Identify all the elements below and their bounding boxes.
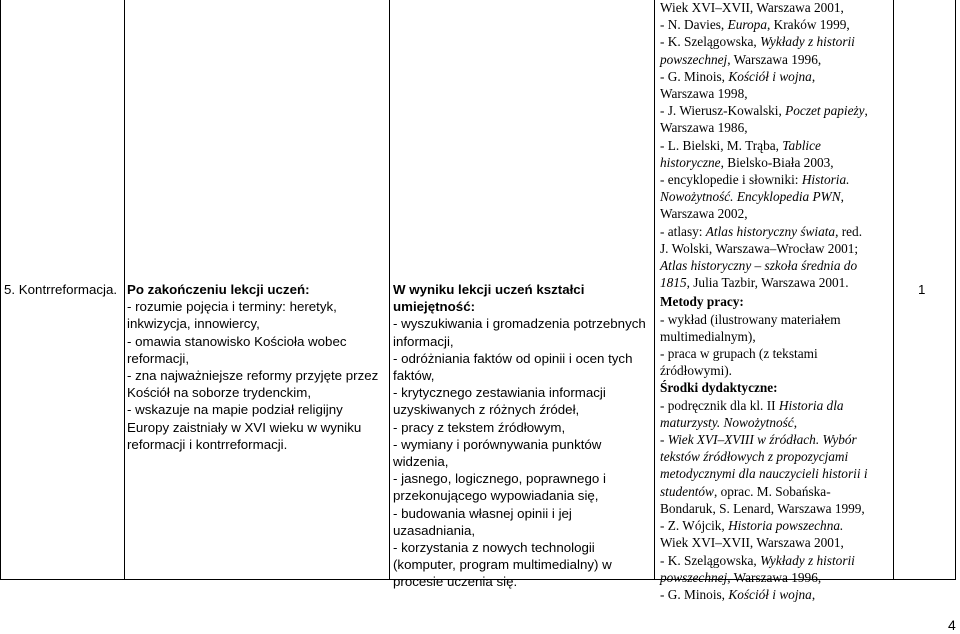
outcome-line: Europy zaistniały w XVI wieku w wyniku — [127, 419, 362, 435]
skill-line: widzenia, — [393, 454, 449, 470]
method-line: multimedialnym), — [660, 328, 756, 344]
bibliography-top — [660, 0, 890, 291]
lesson-number: 5. — [4, 282, 16, 297]
bibliography-line: - J. Wierusz-Kowalski, Poczet papieży, — [660, 103, 868, 119]
aid-line: - Wiek XVI–XVIII w źródłach. Wybór — [660, 432, 857, 448]
column-divider-1 — [124, 0, 125, 580]
outcome-line: - zna najważniejsze reformy przyjęte przez — [127, 368, 379, 384]
bibliography-line: Atlas historyczny – szkoła średnia do — [660, 258, 858, 274]
bibliography-line: Nowożytność. Encyklopedia PWN, — [660, 189, 844, 205]
aid-line: powszechnej, Warszawa 1996, — [660, 569, 822, 585]
skill-line: - pracy z tekstem źródłowym, — [393, 419, 566, 435]
method-line: źródłowymi). — [660, 363, 733, 379]
table-border-left — [0, 0, 1, 580]
outcome-line: reformacji, — [127, 350, 190, 366]
bibliography-line: - atlasy: Atlas historyczny świata, red. — [660, 223, 863, 239]
learning-outcomes-cell — [127, 281, 385, 453]
column-divider-2 — [389, 0, 390, 580]
skill-line: faktów, — [393, 368, 435, 384]
skill-line: - wymiany i porównywania punktów — [393, 436, 602, 452]
skill-line: - korzystania z nowych technologii — [393, 540, 595, 556]
outcome-line: inkwizycja, innowiercy, — [127, 316, 260, 332]
resources-cell — [660, 0, 890, 603]
aid-line: - Z. Wójcik, Historia powszechna. — [660, 518, 844, 534]
column-divider-4 — [893, 0, 894, 580]
skill-line: (komputer, program multimedialny) w — [393, 557, 612, 573]
bibliography-line: Warszawa 2002, — [660, 206, 748, 222]
outcome-line: - wskazuje na mapie podział religijny — [127, 402, 343, 418]
bibliography-line: Warszawa 1998, — [660, 86, 748, 102]
lesson-title-cell — [4, 281, 117, 298]
methods-section — [660, 293, 890, 379]
skill-line: - odróżniania faktów od opinii i ocen tych — [393, 350, 633, 366]
skill-line: uzasadniania, — [393, 522, 476, 538]
aids-heading: Środki dydaktyczne: — [660, 380, 778, 396]
aid-line: metodycznymi dla nauczycieli historii i — [660, 466, 868, 482]
aid-line: studentów, oprac. M. Sobańska- — [660, 483, 831, 499]
outcome-line: reformacji i kontrreformacji. — [127, 436, 288, 452]
bibliography-line: - G. Minois, Kościół i wojna, — [660, 68, 816, 84]
bibliography-line: powszechnej, Warszawa 1996, — [660, 51, 822, 67]
skill-line: informacji, — [393, 333, 454, 349]
outcome-line: - omawia stanowisko Kościoła wobec — [127, 333, 347, 349]
aid-line: Wiek XVI–XVII, Warszawa 2001, — [660, 535, 844, 551]
skill-line: przekonującego wypowiadania się, — [393, 488, 599, 504]
skill-line: - budowania własnej opinii i jej — [393, 505, 572, 521]
bibliography-line: 1815, Julia Tazbir, Warszawa 2001. — [660, 275, 849, 291]
skill-line: uzyskiwanych z różnych źródeł, — [393, 402, 580, 418]
aids-section — [660, 379, 890, 603]
skill-line: - krytycznego zestawiania informacji — [393, 385, 606, 401]
outcome-line: - rozumie pojęcia i terminy: heretyk, — [127, 299, 337, 315]
outcomes-heading: Po zakończeniu lekcji uczeń: — [127, 282, 310, 297]
hours-cell — [918, 281, 925, 298]
methods-heading: Metody pracy: — [660, 294, 744, 310]
bibliography-line: Warszawa 1986, — [660, 120, 748, 136]
bibliography-line: Wiek XVI–XVII, Warszawa 2001, — [660, 0, 844, 15]
bibliography-line: - N. Davies, Europa, Kraków 1999, — [660, 17, 850, 33]
table-border-right — [955, 0, 956, 580]
bibliography-line: - K. Szelągowska, Wykłady z historii — [660, 34, 855, 50]
aid-line: - G. Minois, Kościół i wojna, — [660, 586, 816, 602]
skill-line: - jasnego, logicznego, poprawnego i — [393, 471, 606, 487]
bibliography-line: - L. Bielski, M. Trąba, Tablice — [660, 137, 821, 153]
skills-heading: W wyniku lekcji uczeń kształci — [393, 282, 585, 297]
skill-line: procesie uczenia się. — [393, 574, 518, 590]
bibliography-line: historyczne, Bielsko-Biała 2003, — [660, 154, 834, 170]
skills-subheading: umiejętność: — [393, 299, 476, 315]
lesson-title: Kontrreformacja. — [18, 282, 118, 297]
aid-line: tekstów źródłowych z propozycjami — [660, 449, 849, 465]
aid-line: - K. Szelągowska, Wykłady z historii — [660, 552, 855, 568]
column-divider-3 — [654, 0, 655, 580]
page-number: 4 — [948, 617, 956, 633]
bibliography-line: J. Wolski, Warszawa–Wrocław 2001; — [660, 240, 859, 256]
method-line: - wykład (ilustrowany materiałem — [660, 311, 841, 327]
skills-cell — [393, 281, 651, 591]
outcome-line: Kościół na soborze trydenckim, — [127, 385, 312, 401]
aid-line: Bondaruk, S. Lenard, Warszawa 1999, — [660, 500, 865, 516]
skill-line: - wyszukiwania i gromadzenia potrzebnych — [393, 316, 646, 332]
aid-line: maturzysty. Nowożytność, — [660, 414, 798, 430]
aid-line: - podręcznik dla kl. II Historia dla — [660, 397, 844, 413]
method-line: - praca w grupach (z tekstami — [660, 346, 818, 362]
hours-value: 1 — [918, 282, 926, 297]
bibliography-line: - encyklopedie i słowniki: Historia. — [660, 172, 850, 188]
